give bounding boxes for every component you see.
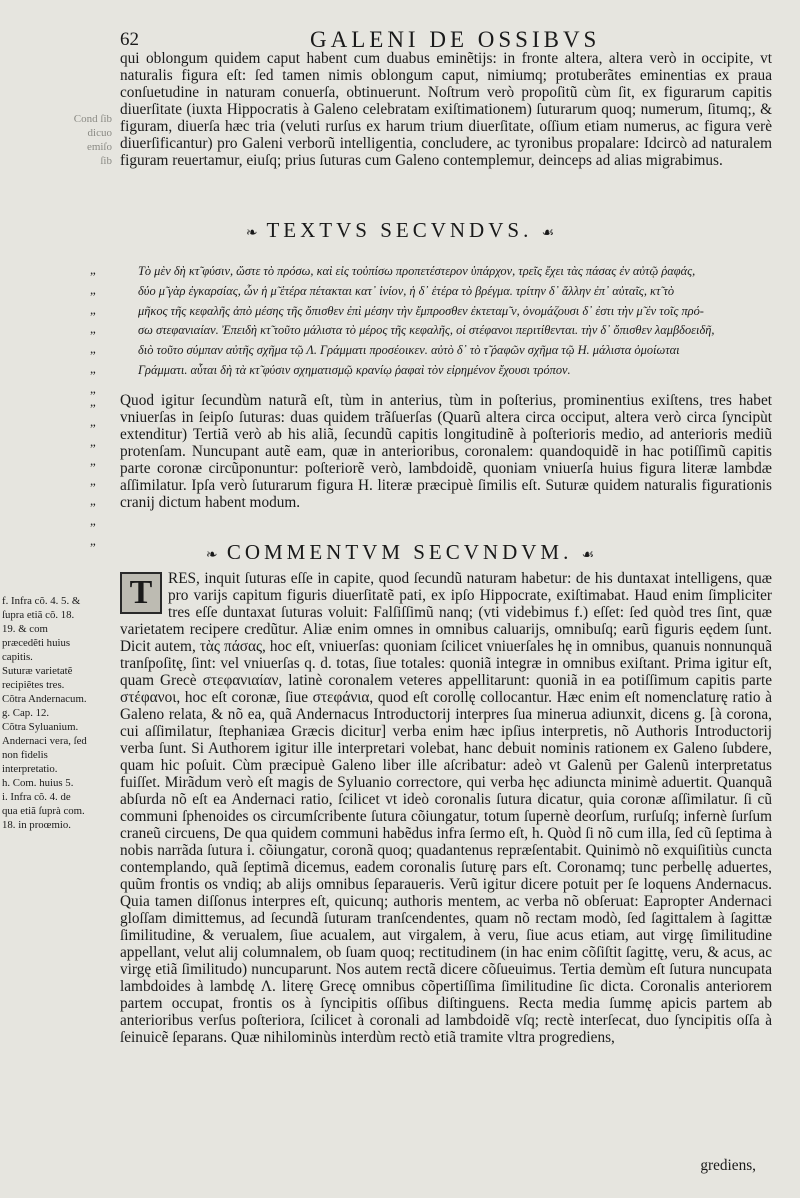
greek-line: σω στεφανιαίαν. Ἐπειδὴ κτ̃ τοῦτο μάλιστα τὸ μέρος τῆς κεφαλῆς, οἱ στέφανοι περιτίθενται. τὴν δ᾽ ὄπισθεν λαμβδοειδῆ, bbox=[138, 323, 715, 338]
margin-note: i. Infra cõ. 4. de qua etiã ſuprà com. 18. in proœmio. bbox=[2, 791, 85, 831]
margin-note: Cõtra Syluanium. bbox=[2, 721, 79, 733]
greek-line: Τὸ μὲν δὴ κτ̃ φύσιν, ὥστε τὸ πρόσω, καὶ εἰς τοὐπίσω προπετέστερον ὑπάρχον, τρεῖς ἔχει τὰς πάσας ἐν αὐτῷ ῥαφάς, bbox=[138, 264, 696, 278]
ornament-left-icon: ❧ bbox=[205, 548, 218, 563]
quote-mark: „ bbox=[90, 281, 96, 297]
latin-textus-paragraph: Quod igitur ſecundùm naturã eſt, tùm in anterius, tùm in poſterius, prominentius exiſtens, tres habet vniuerſas in ſeipſo ſuturas: duas quidem trãſuerſas (Quarũ altera circa occiput, altera verò circa ſyncipùt extenditur) Tertiã verò ab his aliã, ſecundũ capitis longitudinẽ à poſterioris medio, ad anterioris mediũ protenſam. Nuncupant autẽ eam, quæ in anterioribus, coronalem: quandoquidẽ in hac potiſſimũ capitis parte coronæ circũponuntur: poſteriorẽ verò, lambdoidẽ, quoniam vniuerſa huius figura literæ lambdæ aſſimilatur. Ipſa verò ſuturarum figura H. literæ præcipuè ſimilis eſt. Suturæ quidem naturalis figurationis cranij dictum habent modum. bbox=[120, 392, 772, 511]
margin-note: Cõtra Andernacum. bbox=[2, 693, 87, 705]
quote-marks-latin bbox=[90, 392, 96, 550]
page-number: 62 bbox=[120, 29, 139, 50]
quote-mark: „ bbox=[90, 473, 96, 489]
page-header bbox=[0, 27, 800, 51]
margin-note: g. Cap. 12. bbox=[2, 707, 50, 719]
quote-marks-greek bbox=[90, 260, 96, 399]
quote-mark: „ bbox=[90, 321, 96, 337]
ornament-left-icon: ❧ bbox=[245, 226, 258, 241]
catchword: grediens, bbox=[700, 1157, 756, 1174]
quote-mark: „ bbox=[90, 433, 96, 449]
quote-mark: „ bbox=[90, 532, 96, 548]
intro-paragraph: qui oblongum quidem caput habent cum duabus eminẽtijs: in fronte altera, altera verò in occipite, vt naturalis figura eſt: ſed tamen nimis oblongum caput, nimiumq; protuberãtes eminentias ex praua conſuetudine in naturam conuerſa, obtinuerunt. Noſtrum verò propoſitũ cùm ſit, ex figurarum capitis diuerſitate (iuxta Hippocratis à Galeno celebratam exiſtimationem) ſuturarum quoq; numerum, ſitumq;, & figuram, diuerſa hæc tria (veluti rurſus ex harum trium diuerſitate, oſſium etiam numerus, ac figura verè diuerſificantur) pro Galeni verborũ intelligentia, concludere, ac tyronibus propalare: Idcircò ad naturalem figuram reuertamur, eiuſq; prius ſuturas cum Galeno contemplemur, deinceps ad alias migrabimus. bbox=[120, 50, 772, 169]
commentary-paragraph bbox=[120, 570, 772, 1046]
quote-mark: „ bbox=[90, 301, 96, 317]
greek-line: διὸ τοῦτο σύμπαν αὐτῆς σχῆμα τῷ Λ. Γράμματι προσέοικεν. αὐτὸ δ᾽ τὸ τ̃ ῥαφῶν σχῆμα τῷ Η. μάλιστα ὁμοίωται bbox=[138, 343, 680, 358]
margin-note: h. Com. huius 5. bbox=[2, 777, 74, 789]
greek-line: μῆκος τῆς κεφαλῆς ἀπὸ μέσης τῆς ὄπισθεν ἐπὶ μέσην τὴν ἔμπροσθεν ἐκτεταμ̃ ν, ὀνομάζουσι δ᾽ ἐστι τὴν μ̃ ἐν τοῖς πρό- bbox=[138, 303, 704, 318]
margin-notes bbox=[2, 594, 88, 832]
ornament-right-icon: ☙ bbox=[541, 226, 555, 241]
commentary-text: RES, inquit ſuturas eſſe in capite, quod ſecundũ naturam habetur: de his duntaxat intelligens, quæ pro varijs capitum figuris diuerſitatẽ pati, ex ipſo Hippocrate, exiſtimabat. Haud enim ſimpliciter tres eſſe duntaxat ſuturas voluit: Falſiſſimũ nanq; (vti videbimus f.) eſſet: ſed quòd tres ſint, quæ varietatem recipere credũtur. Aliæ enim omnes in omnibus caluarijs, omnibuſq; earũ figuris eędem ſunt. Dicit autem, τὰς πάσας, hoc eſt, vniuerſas: quoniam ſcilicet vniuerſales hę in omnibus, quanuis nonnunquã tranſpoſitę, ſint: vel vniuerſas q. d. totas, ſiue totales: quoniã integræ in omnibus exiſtant. Prima igitur eſt, quam Grecè στεφανιαίαν, latinè coronalem veteres appellitarunt: quoniã in ea potiſſimum capitis parte στέφανοι, hoc eſt coronæ, ſiue στεφάνια, quod eſt corollę collocantur. Hæc enim eſt nomenclaturę ratio à Galeno relata, & nõ ea, quã Andernacus Introductorij interpres ſua minerua adiunxit, dicens g. [à corona, cui aſſimilatur, ſtephaniæa Græcis dicitur] verba enim hæc ipſius interpretis, nõ Authoris Introductorij verba ſunt. Si Authorem igitur ille interpretari volebat, hanc debuit nominis rationem ex Galeno ſubdere, quam hic poſuit. Cùm præcipuè Galeno liber ille aſcribatur: adeò vt Galenũ per Galenũ interpretatus fuiſſet. Mirãdum verò eſt magis de Syluanio correctore, qui verba hęc adiuncta minimè aduertit. Quanquã abſurda nõ eſt ea Andernaci ratio, ſcilicet vt ideò coronalis ſutura dicatur, quia coronæ aſſimilatur. ſi cũ communi ſphenoides os circumſcribente ſutura cõiungatur, totum ſupernè deorſum, rurſuſq; infernè ſurſum craneũ circuens, De qua quidem communi habẽdus infra ſermo eſt, h. Quòd ſi nõ cum illa, ſed cũ ſeptima à nobis narrãda ſutura i. cõiungatur, coronã quoq; quadantenus repræſentabit. Quinimò nõ exquiſitiùs cuncta contemplando, quã ſeptimã dicemus, eadem coronalis ſuturę pars eſt. Coronamq; tunc perbellę aduertes, quũm frontis os vndiq; ab alijs omnibus ſeparaueris. Verũ igitur dicere potuit per ſe loquens Andernacus. Quia tamen diſſonus interpres eſt, quicunq; authoris mentem, ac verba nõ obſeruat: Eapropter Andernaci gloſſam dimittemus, ad ſecundã ſuturam tranſcendentes, quam nõ rectam modò, ſed ſagittalem à ſagittæ ſimilitudine, & verualem, ſiue acualem, aut virgalem, à veru, ſiue acus etiam, aut virgę ſimilitudine appellant, velut alij columnalem, ob ſuam quoq; rectitudinem (in hac enim cõſiſtit ſagittę, veru, & acus, ac virgę etiã ſimilitudo) nuncuparunt. Nos autem rectã dicere cõſueuimus. Tertia demùm eſt ſutura nuncupata lambdoides à lambdę Λ. literę Grecę omnibus cõpertiſſima ſimilitudine ſic dicta. Coronalis anteriorem partem occupat, frontis os à ſyncipitis oſſibus diſtinguens. Recta media ſummę apicis partem ab anterioribus verſus poſteriora, ſcilicet à coronali ad lambdoidẽ vſq; rectè interſecat, duo ſyncipitis oſſa à ſeinuicẽ ſeparans. Quæ nihilominùs interdùm rectò etiã tramite vltra progrediens, bbox=[120, 570, 772, 1046]
heading-textus-label: TEXTVS SECVNDVS. bbox=[266, 218, 533, 242]
greek-text bbox=[138, 262, 772, 381]
quote-mark: „ bbox=[90, 341, 96, 357]
quote-mark: „ bbox=[90, 492, 96, 508]
greek-line: Γράμματι. αὗται δὴ τὰ κτ̃ φύσιν σχηματισμῷ κρανίῳ ῥαφαὶ τὸν εἰρημένον ἔχουσι τρόπον. bbox=[138, 362, 571, 377]
greek-line: δύο μ̃ γὰρ ἐγκαρσίας, ὧν ἡ μ̃ ἑτέρα πέτακται κατ᾽ ἰνίον, ἡ δ᾽ ἑτέρα τὸ βρέγμα. τρίτην δ᾽ ἄλλην ἐπ᾽ αὐταῖς, κτ̃ τὸ bbox=[138, 283, 675, 298]
quote-mark: „ bbox=[90, 360, 96, 376]
quote-mark: „ bbox=[90, 512, 96, 528]
heading-commentum-label: COMMENTVM SECVNDVM. bbox=[226, 540, 573, 564]
quote-mark: „ bbox=[90, 413, 96, 429]
quote-mark: „ bbox=[90, 380, 96, 396]
ornament-right-icon: ☙ bbox=[581, 548, 595, 563]
margin-note: f. Infra cõ. 4. 5. & ſupra etiã cõ. 18. 19. & com præcedẽti huius capitis. bbox=[2, 595, 81, 663]
quote-mark: „ bbox=[90, 453, 96, 469]
quote-mark: „ bbox=[90, 394, 96, 409]
quote-mark: „ bbox=[90, 262, 96, 277]
running-title: GALENI DE OSSIBVS bbox=[310, 27, 601, 52]
facing-page-bleed: Cond ſib dicuo emiſo ſib bbox=[73, 113, 112, 167]
drop-cap-initial: T bbox=[120, 572, 162, 614]
heading-textus bbox=[0, 218, 800, 243]
heading-commentum bbox=[0, 540, 800, 565]
margin-note: Andernaci vera, ſed non fidelis interpretatio. bbox=[2, 735, 87, 775]
margin-note: Suturæ varietatẽ recipiẽtes tres. bbox=[2, 665, 73, 691]
